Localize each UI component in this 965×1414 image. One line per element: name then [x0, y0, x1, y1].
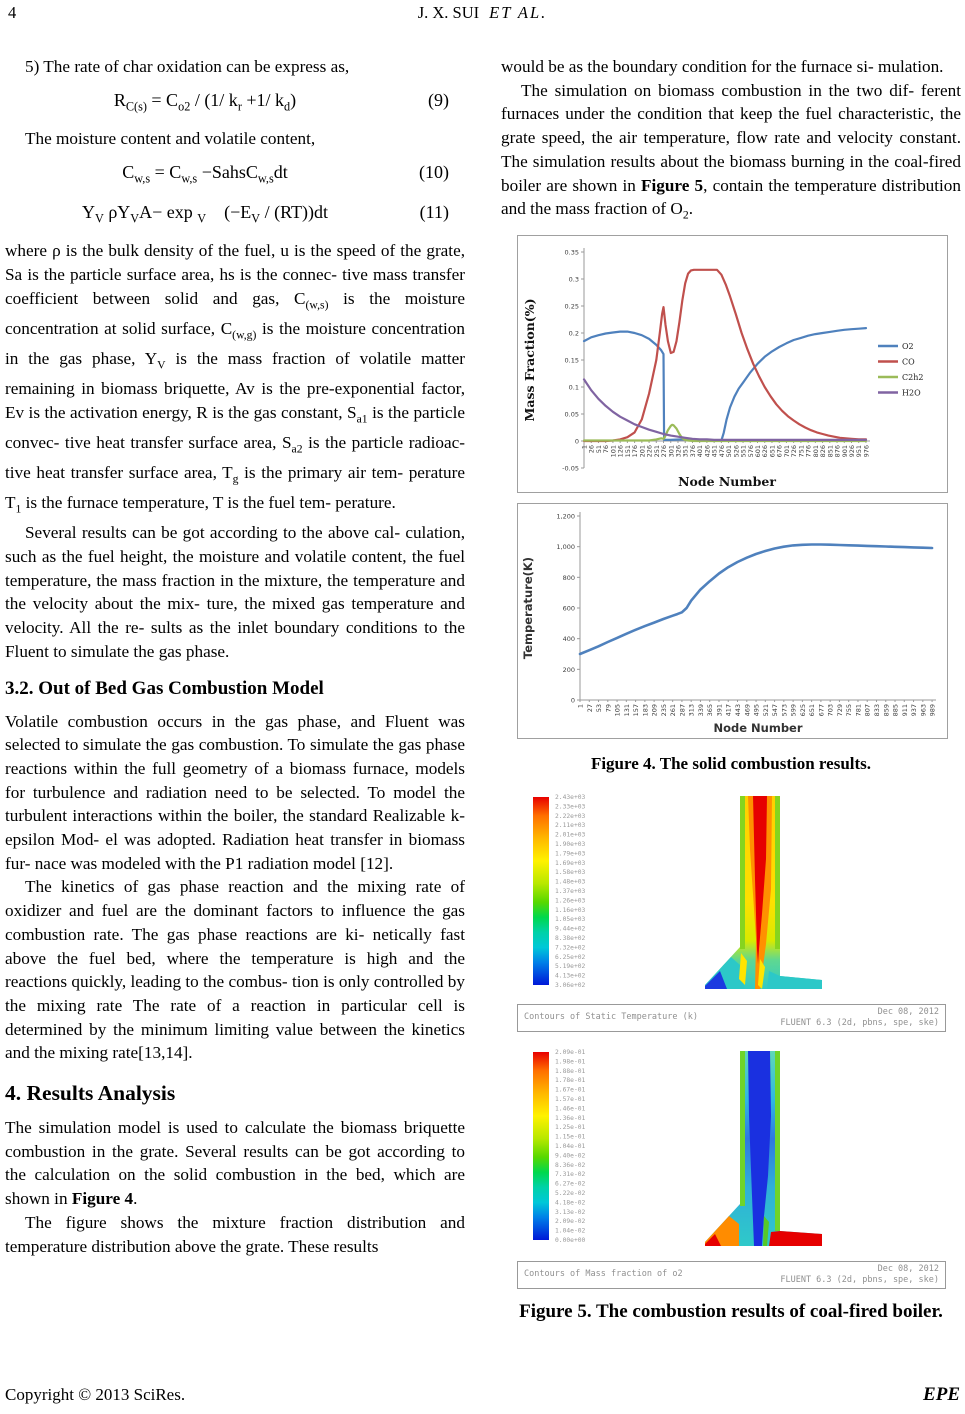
svg-text:301: 301 — [667, 445, 676, 458]
svg-text:79: 79 — [604, 704, 613, 713]
svg-text:729: 729 — [835, 704, 844, 717]
svg-text:1.78e-01: 1.78e-01 — [555, 1077, 586, 1085]
svg-text:1.48e+03: 1.48e+03 — [555, 878, 586, 886]
svg-text:27: 27 — [585, 704, 594, 713]
running-head-etal: ET AL. — [489, 3, 548, 22]
svg-text:7.32e+02: 7.32e+02 — [555, 944, 586, 952]
o2-colorbar — [533, 1049, 586, 1244]
paragraph-two-furnaces: The simulation on biomass combustion in the two dif- ferent furnaces under the condition that keep the fuel characteristic, the grate speed, the air temperature, flow rate and velocity constant. The simulation results about the biomass burning in the coal-fired boiler are shown in Figure 5, contain the temperature distribution and the mass fraction of $O_2$. — [501, 80, 961, 222]
svg-text:339: 339 — [696, 704, 705, 717]
page-number: 4 — [8, 3, 17, 22]
boiler-o2-plume — [705, 1051, 822, 1246]
equation-9-number: (9) — [428, 89, 449, 110]
paragraph-boundary-condition: would be as the boundary condition for the furnace si- mulation. — [501, 57, 944, 76]
svg-text:599: 599 — [789, 704, 798, 717]
svg-text:1.69e+03: 1.69e+03 — [555, 860, 586, 868]
svg-text:800: 800 — [562, 574, 575, 583]
svg-text:326: 326 — [674, 445, 683, 458]
figure4-caption: Figure 4. The solid combustion results. — [590, 754, 872, 774]
svg-text:0: 0 — [570, 696, 575, 705]
svg-text:417: 417 — [724, 704, 733, 717]
paragraph-kinetics: The kinetics of gas phase reaction and the mixing rate of oxidizer and fuel are the dominant factors to influence the gas combustion rate. The gas phase reactions are ki- netically fast above the fuel bed, where the temperature is high and the reactions quickly, leading to the combus- tion is only controlled by the mixing rate The rate of a reaction in particular cell is determined by the minimum limiting value between the kinetics and the mixing rate[13,14]. — [5, 877, 465, 1063]
svg-text:376: 376 — [688, 445, 697, 458]
figure5-caption: Figure 5. The combustion results of coal-fired boiler. — [519, 1300, 943, 1322]
svg-text:101: 101 — [609, 445, 618, 458]
svg-text:3.13e-02: 3.13e-02 — [555, 1208, 586, 1216]
svg-text:-0.05: -0.05 — [562, 464, 579, 473]
svg-text:976: 976 — [862, 445, 871, 458]
svg-text:651: 651 — [808, 704, 817, 717]
svg-text:476: 476 — [717, 445, 726, 458]
left-column — [5, 55, 465, 1258]
paragraph-several-results: Several results can be got according to the above cal- culation, such as the fuel height, the moisture and volatile content, the fuel temperature, the mass fraction in the mixture, the temperature and the velocity about the mix- ture, the mixed gas temperature and velocity. All the re- sults as the inlet boundary conditions to the Fluent to simulate the gas phase. — [5, 523, 465, 661]
svg-text:261: 261 — [669, 704, 678, 717]
svg-text:Mass Fraction(%): Mass Fraction(%) — [522, 298, 537, 422]
svg-text:176: 176 — [631, 445, 640, 458]
right-column — [501, 55, 961, 1323]
svg-text:521: 521 — [761, 704, 770, 717]
svg-text:703: 703 — [826, 704, 835, 717]
equation-11 — [5, 200, 465, 231]
svg-text:701: 701 — [782, 445, 791, 458]
svg-text:443: 443 — [734, 704, 742, 717]
svg-text:4.18e-02: 4.18e-02 — [555, 1199, 586, 1207]
svg-text:876: 876 — [833, 445, 842, 458]
svg-text:287: 287 — [678, 704, 687, 717]
running-head — [0, 3, 965, 23]
svg-text:1,200: 1,200 — [556, 512, 575, 521]
svg-text:CO: CO — [902, 357, 915, 367]
svg-text:781: 781 — [854, 704, 863, 717]
svg-text:2.22e+03: 2.22e+03 — [555, 813, 586, 821]
svg-text:209: 209 — [650, 704, 659, 717]
o2-mass-fraction-contour-plot — [517, 1046, 946, 1252]
svg-text:1.57e-01: 1.57e-01 — [555, 1096, 586, 1104]
svg-text:1.79e+03: 1.79e+03 — [555, 850, 586, 858]
svg-text:131: 131 — [622, 704, 631, 717]
svg-text:1.90e+03: 1.90e+03 — [555, 841, 586, 849]
svg-text:0.2: 0.2 — [568, 329, 579, 338]
svg-text:1.05e+03: 1.05e+03 — [555, 916, 586, 924]
svg-text:1.04e-02: 1.04e-02 — [555, 1227, 586, 1235]
svg-text:851: 851 — [826, 445, 835, 458]
paragraph-char-oxidation: 5) The rate of char oxidation can be express as, — [25, 57, 350, 76]
equation-9-body: $R_{C(s)} = C_{o2} / (1/$ $k_r +1/$ $k_d$) — [113, 89, 297, 114]
fluent-annotation-band-o2 — [517, 1261, 946, 1289]
svg-text:157: 157 — [632, 704, 641, 717]
running-head-authors: J. X. SUI — [417, 3, 480, 22]
svg-text:8.38e+02: 8.38e+02 — [555, 935, 586, 943]
svg-text:676: 676 — [775, 445, 784, 458]
equation-10-body: $C_{w,s} = C_{w,s}$ −SahsC$_{w,s}$dt — [122, 162, 288, 186]
svg-text:755: 755 — [845, 704, 854, 717]
temperature-line-chart — [518, 504, 947, 738]
svg-text:201: 201 — [638, 445, 647, 458]
svg-text:H2O: H2O — [902, 388, 921, 398]
svg-text:651: 651 — [768, 445, 777, 458]
svg-text:551: 551 — [739, 445, 748, 458]
copyright-text: Copyright © 2013 SciRes. — [5, 1385, 186, 1404]
svg-text:807: 807 — [863, 704, 872, 717]
fig4-temperature-chart — [517, 503, 948, 739]
boiler-temperature-plume — [705, 796, 822, 989]
svg-text:1.36e-01: 1.36e-01 — [555, 1114, 586, 1122]
svg-text:6.25e+02: 6.25e+02 — [555, 954, 586, 962]
svg-text:495: 495 — [752, 704, 761, 717]
svg-text:391: 391 — [715, 704, 724, 717]
svg-text:0.25: 0.25 — [564, 302, 579, 311]
svg-text:573: 573 — [780, 704, 789, 717]
fluent-solver: FLUENT 6.3 (2d, pbns, spe, ske) — [780, 1018, 939, 1029]
svg-text:O2: O2 — [902, 342, 914, 352]
svg-text:5.22e-02: 5.22e-02 — [555, 1190, 586, 1198]
svg-text:2.43e+03: 2.43e+03 — [555, 794, 586, 802]
svg-text:7.31e-02: 7.31e-02 — [555, 1171, 586, 1179]
svg-text:833: 833 — [873, 704, 881, 717]
svg-text:469: 469 — [743, 704, 752, 717]
svg-text:2.09e-01: 2.09e-01 — [555, 1049, 586, 1057]
svg-text:401: 401 — [696, 445, 705, 458]
svg-text:926: 926 — [848, 445, 856, 458]
svg-text:751: 751 — [797, 445, 806, 458]
paragraph-simulation-model: The simulation model is used to calculate the biomass briquette combustion in the grate. Several results can be got according to the calculation on the solid combustion in the bed, which are shown in Figure 4. — [5, 1118, 465, 1209]
svg-text:276: 276 — [660, 445, 668, 458]
paragraph-volatile-combustion: Volatile combustion occurs in the gas phase, and Fluent was selected to simulate the gas combustion. To simulate the gas phase reactions within the full geometry of a biomass furnace, models for turbulence and radiation need to be selected. To model the turbulent interactions within the boiler, the standard Realizable k-epsilon Mod- el was adopted. Radiation heat transfer in biomass fur- nace was modeled with the P1 radiation model [12]. — [5, 711, 465, 873]
equation-9 — [5, 88, 465, 119]
svg-text:351: 351 — [681, 445, 690, 458]
svg-text:0.15: 0.15 — [564, 356, 579, 365]
svg-text:226: 226 — [645, 445, 654, 458]
equation-10-number: (10) — [419, 162, 449, 182]
svg-text:963: 963 — [919, 704, 928, 717]
svg-text:1.26e+03: 1.26e+03 — [555, 897, 586, 905]
svg-text:0: 0 — [574, 437, 579, 446]
paragraph-moisture-intro: The moisture content and volatile content, — [25, 129, 316, 149]
svg-text:1.25e-01: 1.25e-01 — [555, 1124, 586, 1132]
svg-text:801: 801 — [811, 445, 820, 458]
svg-text:8.36e-02: 8.36e-02 — [555, 1161, 586, 1169]
svg-text:1,000: 1,000 — [556, 543, 575, 552]
static-temperature-contour-plot — [517, 789, 946, 995]
svg-text:951: 951 — [855, 445, 864, 458]
fig5-o2-contour — [517, 1046, 946, 1289]
svg-text:776: 776 — [804, 445, 813, 458]
section-heading-3-2: 3.2. Out of Bed Gas Combustion Model — [5, 677, 324, 699]
svg-text:313: 313 — [687, 704, 696, 717]
fluent-annotation-band-temperature — [517, 1004, 946, 1032]
svg-text:1.15e-01: 1.15e-01 — [555, 1133, 586, 1141]
svg-text:Temperature(K): Temperature(K) — [521, 557, 535, 660]
svg-text:2.33e+03: 2.33e+03 — [555, 803, 586, 811]
svg-text:726: 726 — [790, 445, 799, 458]
svg-text:601: 601 — [754, 445, 762, 458]
svg-text:76: 76 — [602, 445, 611, 454]
equation-10 — [5, 160, 465, 191]
contour-title: Contours of Static Temperature (k) — [524, 1012, 698, 1023]
svg-text:576: 576 — [746, 445, 755, 458]
svg-text:4.13e+02: 4.13e+02 — [555, 972, 586, 980]
svg-text:1.98e-01: 1.98e-01 — [555, 1058, 586, 1066]
svg-text:126: 126 — [616, 445, 625, 458]
section-heading-4: 4. Results Analysis — [5, 1081, 176, 1106]
svg-text:826: 826 — [819, 445, 828, 458]
svg-text:51: 51 — [595, 445, 603, 454]
fluent-solver: FLUENT 6.3 (2d, pbns, spe, ske) — [780, 1274, 939, 1285]
svg-text:251: 251 — [652, 445, 661, 458]
fluent-date: Dec 08, 2012 — [877, 1007, 939, 1018]
svg-text:365: 365 — [706, 704, 715, 717]
equation-11-body: $Y_V$ $\rho Y_VA- \exp _V$ $(-E_V / (RT))dt$ — [81, 201, 329, 226]
svg-text:526: 526 — [732, 445, 741, 458]
svg-text:235: 235 — [659, 704, 668, 717]
svg-text:0.00e+00: 0.00e+00 — [555, 1237, 586, 1245]
svg-text:2.09e-02: 2.09e-02 — [555, 1218, 586, 1226]
paragraph-figure-shows: The figure shows the mixture fraction distribution and temperature distribution above the grate. These results — [5, 1212, 465, 1256]
paragraph-where-definitions: where ρ is the bulk density of the fuel, u is the speed of the grate, Sa is the particle surface area, hs is the connec- tive mass transfer coefficient between solid and gas, $C_{(w,s)}$ is the moisture concentration at solid surface, $C_{(w,g)}$ is the moisture concentration in the gas phase, $Y_V$ is the mass fraction of volatile matter remaining in biomass briquette, Av is the pre-exponential factor, Ev is the activation energy, R is the gas constant, $S_{a1}$ is the particle convec- tive heat transfer surface area, $S_{a2}$ is the particle radioac- tive heat transfer surface area, $T_g$ is the primary air tem- perature $T_1$ is the furnace temperature, T is the fuel tem- perature. — [5, 241, 465, 516]
temperature-colorbar — [533, 794, 586, 989]
svg-text:547: 547 — [771, 704, 780, 717]
svg-text:0.35: 0.35 — [564, 248, 579, 257]
contour-title: Contours of Mass fraction of o2 — [524, 1268, 683, 1279]
svg-text:501: 501 — [725, 445, 734, 458]
journal-abbreviation: EPE — [923, 1384, 960, 1405]
svg-text:989: 989 — [928, 704, 937, 717]
svg-text:1.46e-01: 1.46e-01 — [555, 1105, 586, 1113]
svg-text:9.40e-02: 9.40e-02 — [555, 1152, 586, 1160]
svg-text:9.44e+02: 9.44e+02 — [555, 925, 586, 933]
svg-text:151: 151 — [623, 445, 632, 458]
svg-text:885: 885 — [891, 704, 900, 717]
svg-text:Node Number: Node Number — [713, 721, 803, 736]
svg-text:1: 1 — [576, 704, 585, 709]
svg-text:859: 859 — [882, 704, 891, 717]
svg-text:426: 426 — [703, 445, 712, 458]
svg-text:400: 400 — [562, 635, 575, 644]
svg-text:1.16e+03: 1.16e+03 — [555, 907, 586, 915]
svg-text:1.58e+03: 1.58e+03 — [555, 869, 586, 877]
svg-text:451: 451 — [710, 445, 719, 458]
equation-11-number: (11) — [419, 201, 449, 222]
running-header — [0, 3, 965, 23]
svg-text:C2h2: C2h2 — [902, 373, 924, 383]
svg-text:600: 600 — [562, 604, 575, 613]
fig5-temperature-contour — [517, 789, 946, 1032]
svg-text:901: 901 — [840, 445, 849, 458]
svg-text:3.06e+02: 3.06e+02 — [555, 982, 586, 990]
fluent-stamp — [780, 1264, 939, 1286]
svg-text:2.11e+03: 2.11e+03 — [555, 822, 586, 830]
svg-text:626: 626 — [761, 445, 770, 458]
mass-fraction-line-chart — [518, 236, 947, 492]
svg-text:5.19e+02: 5.19e+02 — [555, 963, 586, 971]
svg-text:105: 105 — [613, 704, 622, 717]
fluent-date: Dec 08, 2012 — [877, 1263, 939, 1274]
svg-text:625: 625 — [798, 704, 807, 717]
svg-text:0.05: 0.05 — [564, 410, 579, 419]
svg-text:1.67e-01: 1.67e-01 — [555, 1086, 586, 1094]
svg-text:1: 1 — [580, 445, 589, 450]
svg-text:677: 677 — [817, 704, 826, 717]
fig4-mass-fraction-chart — [517, 235, 948, 493]
svg-text:2.01e+03: 2.01e+03 — [555, 831, 586, 839]
svg-text:0.1: 0.1 — [568, 383, 579, 392]
svg-text:Node Number: Node Number — [678, 474, 776, 490]
svg-text:26: 26 — [587, 445, 596, 454]
svg-text:0.3: 0.3 — [568, 275, 579, 284]
svg-text:1.88e-01: 1.88e-01 — [555, 1067, 586, 1075]
svg-text:911: 911 — [900, 704, 909, 717]
fluent-stamp — [780, 1007, 939, 1029]
svg-text:937: 937 — [910, 704, 918, 717]
page-footer — [5, 1384, 960, 1406]
svg-text:53: 53 — [595, 704, 603, 713]
svg-text:200: 200 — [562, 666, 575, 675]
svg-text:6.27e-02: 6.27e-02 — [555, 1180, 586, 1188]
svg-text:1.04e-01: 1.04e-01 — [555, 1143, 586, 1151]
svg-text:183: 183 — [641, 704, 650, 717]
svg-text:1.37e+03: 1.37e+03 — [555, 888, 586, 896]
